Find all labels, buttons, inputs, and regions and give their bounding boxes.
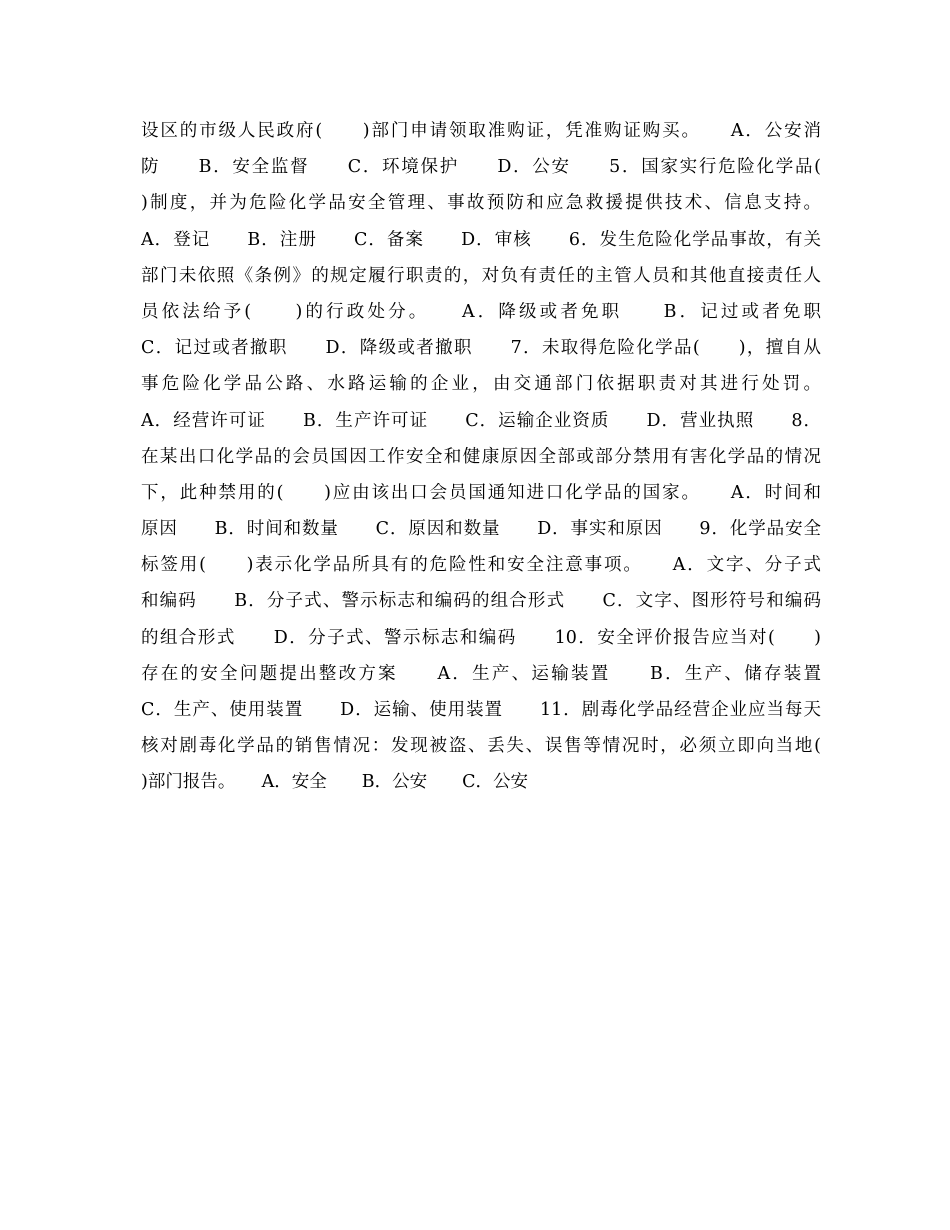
text-line-2: 防 B．安全监督 C．环境保护 D．公安 5．国家实行危险化学品( (141, 157, 821, 178)
text-line-1: 设区的市级人民政府( )部门申请领取准购证，凭准购证购买。 A．公安消 (141, 121, 821, 141)
text-line-6: 员依法给予( )的行政处分。 A．降级或者免职 B．记过或者免职 (141, 301, 821, 322)
text-line-7: C．记过或者撤职 D．降级或者撤职 7．未取得危险化学品( )，擅自从 (141, 338, 821, 359)
text-line-12: 原因 B．时间和数量 C．原因和数量 D．事实和原因 9．化学品安全 (141, 519, 821, 540)
text-line-18: 核对剧毒化学品的销售情况：发现被盗、丢失、误售等情况时，必须立即向当地( (141, 736, 821, 757)
text-line-19: )部门报告。 A．安全 B．公安 C．公安 (141, 772, 528, 793)
text-line-10: 在某出口化学品的会员国因工作安全和健康原因全部或部分禁用有害化学品的情况 (141, 446, 821, 467)
text-line-17: C．生产、使用装置 D．运输、使用装置 11．剧毒化学品经营企业应当每天 (141, 700, 821, 720)
text-line-14: 和编码 B．分子式、警示标志和编码的组合形式 C．文字、图形符号和编码 (141, 591, 821, 612)
text-line-9: A．经营许可证 B．生产许可证 C．运输企业资质 D．营业执照 8． (141, 410, 821, 431)
text-line-15: 的组合形式 D．分子式、警示标志和编码 10．安全评价报告应当对( ) (141, 627, 821, 648)
text-line-5: 部门未依照《条例》的规定履行职责的，对负有责任的主管人员和其他直接责任人 (141, 265, 821, 286)
text-line-3: )制度，并为危险化学品安全管理、事故预防和应急救援提供技术、信息支持。 (141, 193, 821, 214)
text-line-8: 事危险化学品公路、水路运输的企业，由交通部门依据职责对其进行处罚。 (141, 374, 821, 395)
text-line-11: 下，此种禁用的( )应由该出口会员国通知进口化学品的国家。 A．时间和 (141, 482, 821, 503)
text-line-13: 标签用( )表示化学品所具有的危险性和安全注意事项。 A．文字、分子式 (141, 555, 821, 576)
text-line-4: A．登记 B．注册 C．备案 D．审核 6．发生危险化学品事故，有关 (141, 229, 821, 250)
text-line-16: 存在的安全问题提出整改方案 A．生产、运输装置 B．生产、储存装置 (141, 663, 821, 684)
document-body (141, 113, 821, 801)
